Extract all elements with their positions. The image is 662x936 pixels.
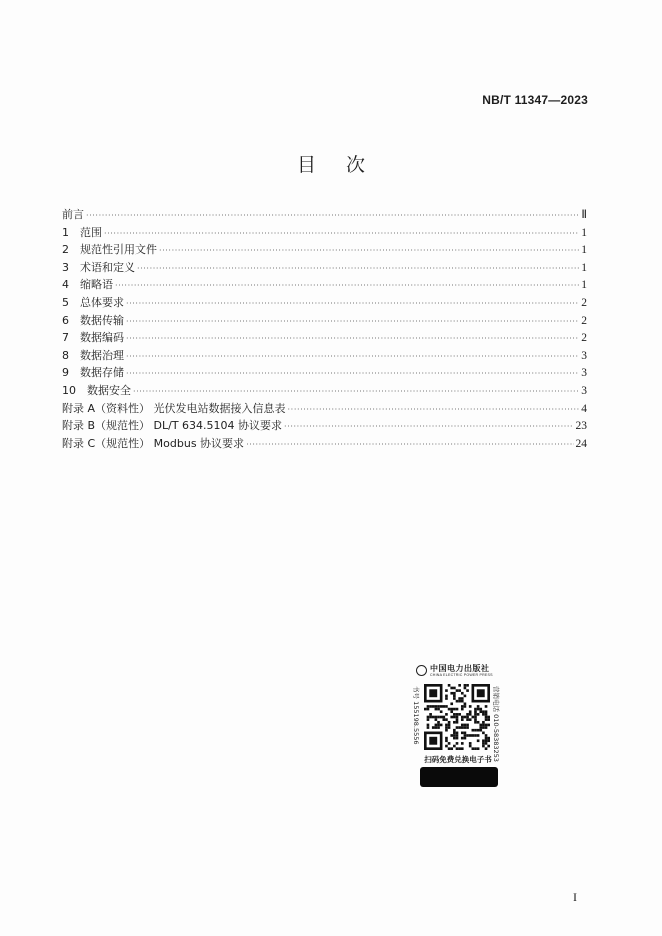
toc-entry-number: 7 [62, 331, 69, 345]
toc-entry-page: 1 [581, 226, 587, 239]
sales-phone [492, 686, 502, 762]
sales-phone-text: 营销电话 010-58383253 [492, 686, 500, 762]
toc-entry-number: 3 [62, 260, 69, 274]
publisher-header [416, 664, 500, 682]
toc-entry-number: 5 [62, 295, 69, 309]
toc-entry[interactable] [62, 312, 587, 330]
publisher-name-en: CHINA ELECTRIC POWER PRESS [430, 673, 493, 677]
toc-entry-page: 23 [575, 420, 587, 433]
toc-entry-page: 24 [575, 437, 587, 450]
toc-entry-page: Ⅱ [581, 209, 587, 221]
toc-leader-dots [133, 383, 579, 401]
toc-entry-label: 数据治理 [80, 348, 124, 362]
toc-entry-number: 9 [62, 366, 69, 380]
toc-entry[interactable] [62, 224, 587, 242]
toc-entry-page: 2 [581, 332, 587, 345]
qr-caption: 扫码免费兑换电子书 [424, 755, 492, 764]
toc-entry-page: 2 [581, 296, 587, 309]
redaction-block [420, 767, 498, 787]
toc-leader-dots [288, 401, 580, 419]
toc-leader-dots [246, 436, 573, 454]
toc-entry[interactable] [62, 241, 587, 259]
toc-leader-dots [159, 242, 579, 260]
toc-entry-label: 数据编码 [80, 331, 124, 345]
qr-code-icon[interactable] [424, 684, 490, 750]
toc-entry-label: 术语和定义 [80, 260, 135, 274]
toc-entry[interactable] [62, 435, 587, 453]
toc-leader-dots [115, 277, 579, 295]
toc-entry-number: 2 [62, 243, 69, 257]
toc-entry-label: 范围 [80, 225, 102, 239]
toc-leader-dots [284, 418, 573, 436]
publisher-logo-icon [416, 665, 427, 676]
page-title: 目次 [296, 154, 395, 176]
toc-entry[interactable] [62, 347, 587, 365]
publisher-name: 中国电力出版社 [430, 663, 490, 673]
toc-entry-number: 8 [62, 348, 69, 362]
toc-entry[interactable] [62, 276, 587, 294]
toc-entry-page: 1 [581, 279, 587, 292]
toc-entry-label: 总体要求 [80, 295, 124, 309]
toc-entry-page: 3 [581, 367, 587, 380]
toc-leader-dots [126, 313, 579, 331]
toc-leader-dots [137, 260, 579, 278]
toc-entry[interactable] [62, 382, 587, 400]
toc-entry-label: 缩略语 [80, 278, 113, 292]
page-number: I [573, 890, 577, 904]
toc-entry-label: 附录 B（规范性） DL/T 634.5104 协议要求 [62, 419, 283, 433]
toc-entry-number: 6 [62, 313, 69, 327]
toc-entry-page: 1 [581, 244, 587, 257]
toc-leader-dots [126, 295, 579, 313]
book-number [412, 686, 422, 748]
toc-entry-label: 规范性引用文件 [80, 243, 157, 257]
book-number-text: 书号 155198.5556 [412, 686, 420, 745]
toc-entry-page: 2 [581, 314, 587, 327]
toc-entry-page: 1 [581, 261, 587, 274]
standard-number: NB/T 11347—2023 [482, 93, 588, 107]
toc-entry-page: 3 [581, 384, 587, 397]
toc-entry-number: 4 [62, 278, 69, 292]
toc-entry[interactable] [62, 400, 587, 418]
toc-entry[interactable] [62, 294, 587, 312]
toc-leader-dots [126, 348, 579, 366]
toc-entry[interactable] [62, 417, 587, 435]
toc-entry[interactable] [62, 259, 587, 277]
toc-entry[interactable] [62, 329, 587, 347]
toc-entry-number: 10 [62, 383, 76, 397]
toc-entry[interactable] [62, 206, 587, 224]
toc-leader-dots [126, 330, 579, 348]
table-of-contents [62, 206, 587, 452]
toc-entry-number: 1 [62, 225, 69, 239]
qr-card [414, 664, 502, 788]
toc-entry-page: 3 [581, 349, 587, 362]
toc-entry-label: 数据传输 [80, 313, 124, 327]
toc-entry-label: 前言 [62, 208, 84, 221]
toc-leader-dots [104, 225, 579, 243]
toc-leader-dots [86, 207, 579, 225]
toc-entry-label: 附录 C（规范性） Modbus 协议要求 [62, 436, 245, 450]
toc-entry-page: 4 [581, 402, 587, 415]
toc-entry-label: 数据存储 [80, 366, 124, 380]
toc-entry-label: 数据安全 [87, 383, 131, 397]
toc-leader-dots [126, 365, 579, 383]
toc-entry[interactable] [62, 364, 587, 382]
toc-entry-label: 附录 A（资料性） 光伏发电站数据接入信息表 [62, 401, 286, 415]
